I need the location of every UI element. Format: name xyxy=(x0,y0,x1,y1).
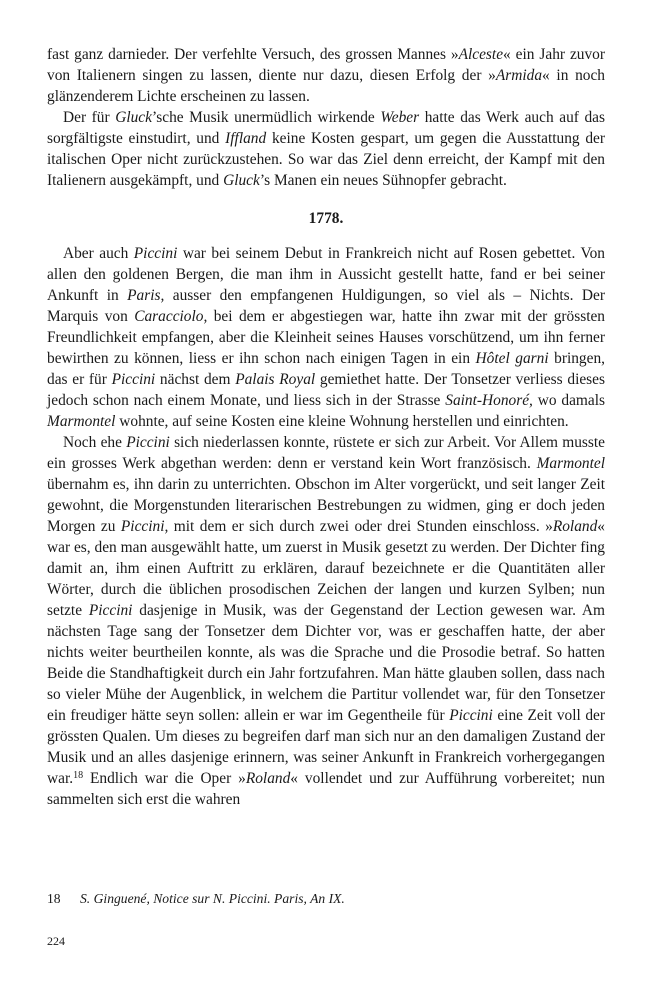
text-run: Noch ehe xyxy=(63,434,127,451)
text-block-before-heading xyxy=(47,44,605,191)
italic-text: Roland xyxy=(552,518,598,535)
footnote xyxy=(47,890,605,908)
text-run: ausser den empfangenen Huldigungen, so viel als – Nichts. Der Marquis von xyxy=(47,287,605,325)
text-run: « vollendet und zur Aufführung vorbereitet; nun sammelten sich erst die wahren xyxy=(47,770,605,808)
italic-text: Palais Royal xyxy=(235,371,316,388)
text-run: Der für xyxy=(63,109,116,126)
italic-text: Piccini xyxy=(111,371,156,388)
italic-text: Alceste xyxy=(458,46,504,63)
page-number: 224 xyxy=(47,934,65,948)
text-run: war bei seinem Debut in Frankreich nicht auf Rosen gebettet. Von allen den goldenen Bergen, die man ihm in Aussicht gestellt hatte, fand er bei seiner Ankunft in xyxy=(47,245,606,304)
paragraph xyxy=(47,432,605,810)
section-heading-year: 1778. xyxy=(308,210,344,227)
text-run: fast ganz darnieder. Der verfehlte Versuch, des grossen Mannes » xyxy=(47,46,459,63)
italic-text: Piccini xyxy=(126,434,170,451)
italic-text: Piccini xyxy=(88,602,133,619)
italic-text: Gluck xyxy=(115,109,152,126)
footnote-text: S. Ginguené, Notice sur N. Piccini. Paris, An IX. xyxy=(80,891,345,906)
text-run: bei dem er abgestiegen war, hatte ihn zwar mit der grössten Freundlichkeit empfangen, aber die Kleinheit seines Hauses vorschützend, um ihn ferner bewirthen zu können, liess er ihn schon nach einigen Tagen in ein xyxy=(47,308,605,367)
paragraph xyxy=(47,107,605,191)
text-run: übernahm es, ihn darin zu unterrichten. Obschon im Alter vorgerückt, und seit langer Zeit gewohnt, die Morgenstunden literarischen Bestrebungen zu widmen, ging er doch jeden Morgen zu xyxy=(47,476,605,535)
italic-text: Hôtel garni xyxy=(475,350,549,367)
footnote-reference: 18 xyxy=(73,770,84,781)
text-run: gemiethet hatte. Der Tonsetzer verliess dieses jedoch schon nach einem Monate, und liess sich in der Strasse xyxy=(47,371,605,409)
italic-text: Piccini xyxy=(133,245,178,262)
text-run: ’sche Musik unermüdlich wirkende xyxy=(151,109,381,126)
text-run: « war es, den man ausgewählt hatte, um zuerst in Musik gesetzt zu werden. Der Dichter fing damit an, ihm einen Auftritt zu erklären, darauf bezeichnete er die Quantitäten aller Wörter, durch die üblichen prosodischen Zeichen der langen und kurzen Sylben; nun setzte xyxy=(47,518,605,619)
text-run: sich niederlassen konnte, rüstete er sich zur Arbeit. Vor Allem musste ein grosses Werk abgethan werden: denn er verstand kein Wort französisch. xyxy=(47,434,606,472)
italic-text: Caracciolo, xyxy=(134,308,208,325)
footnote-number: 18 xyxy=(47,891,61,906)
text-run: mit dem er sich durch zwei oder drei Stunden einschloss. » xyxy=(168,518,553,535)
text-run: wo damals xyxy=(532,392,605,409)
italic-text: Roland xyxy=(245,770,291,787)
text-run: hatte das Werk auch auf das sorgfältigste einstudirt, und xyxy=(47,109,605,147)
italic-text: Armida xyxy=(495,67,543,84)
text-run: Endlich war die Oper » xyxy=(83,770,246,787)
italic-text: Iffland xyxy=(225,130,267,147)
italic-text: Paris, xyxy=(127,287,165,304)
italic-text: Marmontel xyxy=(47,413,116,430)
italic-text: Piccini xyxy=(449,707,493,724)
text-run: dasjenige in Musik, was der Gegenstand der Lection gewesen war. Am nächsten Tage sang der Tonsetzer dem Dichter vor, was er geschaffen hatte, der aber nichts weiter beurtheilen konnte, als was die Sprache und die Prosodie betraf. So hatten Beide die Standhaftigkeit durch ein Jahr fortzufahren. Man hätte glauben sollen, dass nach so vieler Mühe der Augenblick, in welchem die Partitur vollendet war, für den Tonsetzer ein freudiger hätte seyn sollen: allein er war im Gegentheile für xyxy=(47,602,605,724)
italic-text: Piccini, xyxy=(120,518,169,535)
text-run: « ein Jahr zuvor von Italienern singen zu lassen, diente nur dazu, diesen Erfolg der » xyxy=(47,46,605,84)
italic-text: Saint-Honoré, xyxy=(445,392,533,409)
text-run: keine Kosten gespart, um gegen die Ausstattung der italischen Oper nicht zurückzustehen. So war das Ziel denn erreicht, der Kampf mit den Italienern ausgekämpft, und xyxy=(47,130,605,189)
text-run: bringen, das er für xyxy=(47,350,605,388)
text-run: Aber auch xyxy=(63,245,134,262)
italic-text: Gluck xyxy=(223,172,260,189)
paragraph xyxy=(47,243,605,432)
text-block-after-heading xyxy=(47,243,605,810)
text-run: ’s Manen ein neues Sühnopfer gebracht. xyxy=(259,172,507,189)
italic-text: Weber xyxy=(380,109,420,126)
page-body xyxy=(47,44,605,810)
italic-text: Marmontel xyxy=(536,455,605,472)
text-run: « in noch glänzenderem Lichte erscheinen zu lassen. xyxy=(47,67,606,105)
text-run: eine Zeit voll der grössten Qualen. Um dieses zu begreifen darf man sich nur an den damaligen Zustand der Musik und an alles dasjenige erinnern, was seiner Ankunft in Frankreich vorhergegangen war. xyxy=(47,707,605,787)
text-run: wohnte, auf seine Kosten eine kleine Wohnung herstellen und einrichten. xyxy=(115,413,569,430)
text-run: nächst dem xyxy=(155,371,236,388)
paragraph xyxy=(47,44,605,107)
